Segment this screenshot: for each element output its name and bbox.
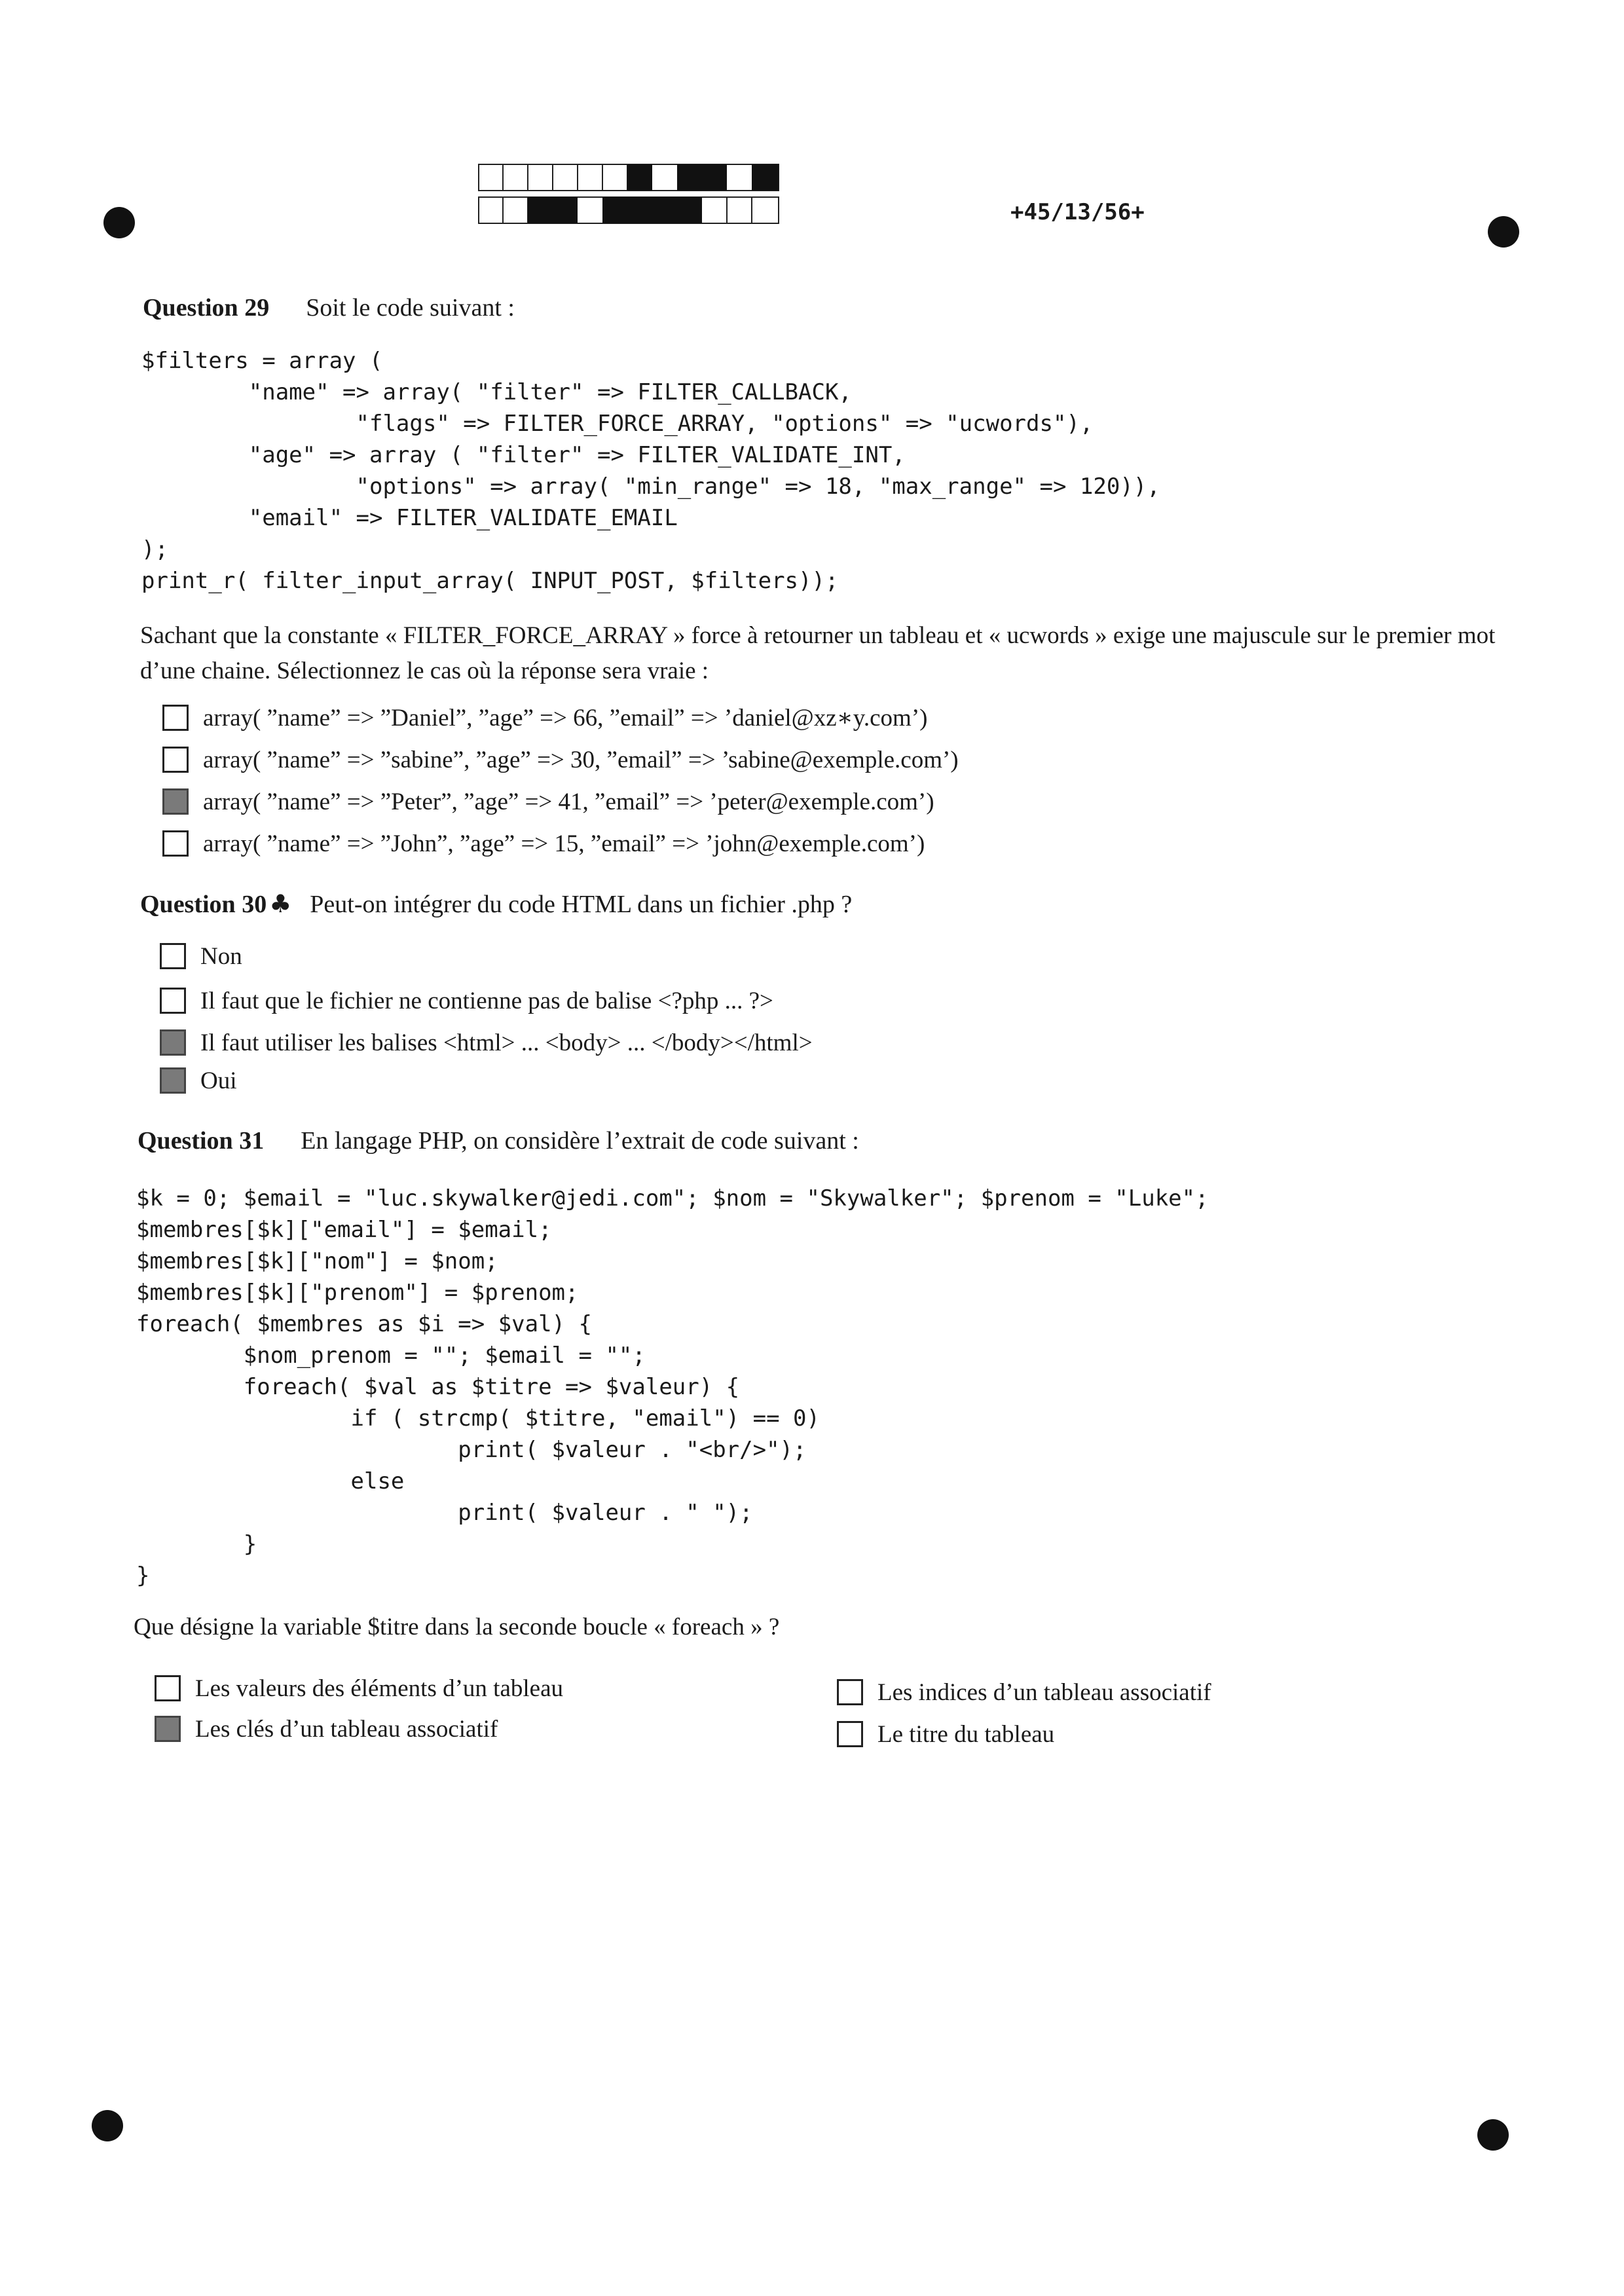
q31-label: Question 31 xyxy=(138,1127,265,1155)
q31-prompt: En langage PHP, on considère l’extrait de code suivant : xyxy=(301,1127,859,1155)
club-icon: ♣ xyxy=(269,889,292,918)
q30-option-1-label: Non xyxy=(200,942,242,970)
q31-code: $k = 0; $email = "luc.skywalker@jedi.com"; $nom = "Skywalker"; $prenom = "Luke"; $membres[$k]["email"] = $email; $membres[$k]["nom"] = $nom; $membres[$k]["prenom"] = $prenom; foreach( $membres as $i => $val) { $nom_prenom = ""; $email = ""; foreach( $val as $titre => $valeur) { if ( strcmp( $titre, "email") == 0) print( $valeur . "<br/>"); else print( $valeur . " "); } } xyxy=(136,1185,1209,1589)
q29-option-2-label: array( ”name” => ”sabine”, ”age” => 30, ”email” => ’sabine@exemple.com’) xyxy=(203,746,959,773)
q29-option-1-checkbox[interactable] xyxy=(162,705,189,731)
q29-option-3[interactable] xyxy=(162,785,934,819)
q30-option-4-label: Oui xyxy=(200,1067,237,1094)
q29-option-3-checkbox[interactable] xyxy=(162,788,189,815)
q31-option-2[interactable] xyxy=(155,1712,498,1746)
q29-option-4-checkbox[interactable] xyxy=(162,830,189,857)
registration-mark-top-right xyxy=(1488,216,1519,248)
q30-option-1[interactable] xyxy=(160,939,242,973)
q29-option-1[interactable] xyxy=(162,701,927,735)
q31-option-3[interactable] xyxy=(837,1675,1211,1709)
page-barcode xyxy=(478,164,779,224)
q30-option-1-checkbox[interactable] xyxy=(160,943,186,969)
page-code: +45/13/56+ xyxy=(1010,199,1145,225)
q31-option-4-checkbox[interactable] xyxy=(837,1721,863,1747)
q30-option-2-label: Il faut que le fichier ne contienne pas de balise <?php ... ?> xyxy=(200,987,773,1014)
q30-option-3-checkbox[interactable] xyxy=(160,1029,186,1056)
q31-option-2-label: Les clés d’un tableau associatif xyxy=(195,1715,498,1743)
q29-prompt: Soit le code suivant : xyxy=(306,294,515,322)
q29-option-2-checkbox[interactable] xyxy=(162,747,189,773)
q31-option-3-label: Les indices d’un tableau associatif xyxy=(877,1678,1211,1706)
q29-label: Question 29 xyxy=(143,294,270,322)
q29-option-3-label: array( ”name” => ”Peter”, ”age” => 41, ”email” => ’peter@exemple.com’) xyxy=(203,788,934,815)
q30-prompt: Peut-on intégrer du code HTML dans un fichier .php ? xyxy=(310,891,853,918)
q30-option-3-label: Il faut utiliser les balises <html> ... <body> ... </body></html> xyxy=(200,1029,813,1056)
q30-option-4[interactable] xyxy=(160,1064,237,1098)
q29-option-1-label: array( ”name” => ”Daniel”, ”age” => 66, ”email” => ’daniel@xz∗y.com’) xyxy=(203,705,928,731)
q30-header xyxy=(140,889,852,919)
q31-option-4-label: Le titre du tableau xyxy=(877,1720,1055,1748)
q31-option-3-checkbox[interactable] xyxy=(837,1679,863,1705)
q31-option-1-checkbox[interactable] xyxy=(155,1675,181,1701)
q31-option-2-checkbox[interactable] xyxy=(155,1716,181,1742)
q30-option-2[interactable] xyxy=(160,984,773,1018)
q31-header xyxy=(138,1126,859,1155)
q31-option-1[interactable] xyxy=(155,1671,563,1705)
q29-code: $filters = array ( "name" => array( "filter" => FILTER_CALLBACK, "flags" => FILTER_FORCE_ARRAY, "options" => "ucwords"), "age" => array ( "filter" => FILTER_VALIDATE_INT, "options" => array( "min_range" => 18, "max_range" => 120)), "email" => FILTER_VALIDATE_EMAIL ); print_r( filter_input_array( INPUT_POST, $filters)); xyxy=(141,348,1160,594)
q31-option-4[interactable] xyxy=(837,1717,1054,1751)
q30-label: Question 30 xyxy=(140,891,267,918)
q31-question: Que désigne la variable $titre dans la seconde boucle « foreach » ? xyxy=(134,1614,780,1640)
registration-mark-bottom-left xyxy=(92,2110,123,2141)
q29-header xyxy=(143,293,515,322)
q30-option-4-checkbox[interactable] xyxy=(160,1067,186,1094)
q31-option-1-label: Les valeurs des éléments d’un tableau xyxy=(195,1675,563,1702)
q30-option-3[interactable] xyxy=(160,1026,813,1060)
q29-option-4[interactable] xyxy=(162,826,925,861)
registration-mark-top-left xyxy=(103,207,135,238)
q29-option-4-label: array( ”name” => ”John”, ”age” => 15, ”email” => ’john@exemple.com’) xyxy=(203,830,925,857)
q29-question: Sachant que la constante « FILTER_FORCE_ARRAY » force à retourner un tableau et « ucwords » exige une majuscule sur le premier mot d’une chaine. Sélectionnez le cas où la réponse sera vraie : xyxy=(140,622,1496,684)
q29-option-2[interactable] xyxy=(162,743,959,777)
registration-mark-bottom-right xyxy=(1477,2119,1509,2151)
q30-option-2-checkbox[interactable] xyxy=(160,988,186,1014)
